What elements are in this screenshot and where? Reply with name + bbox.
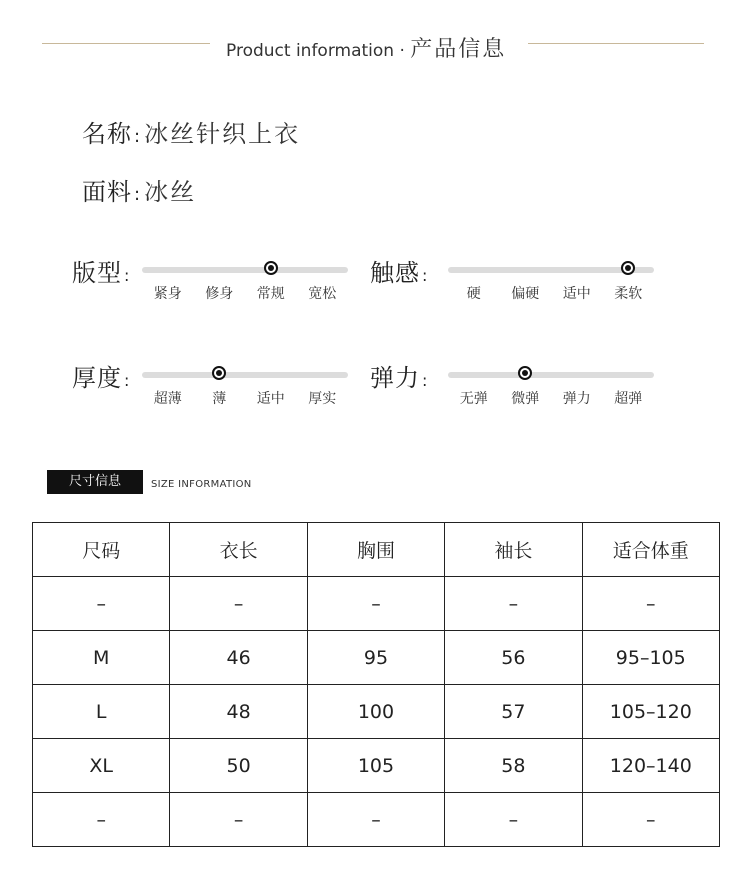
rating-option: 无弹 [459,391,488,407]
table-cell: 105–120 [582,685,719,739]
table-cell: 95–105 [582,631,719,685]
rating-touch [370,253,670,313]
table-cell: – [170,577,307,631]
rating-track [142,267,348,273]
table-row [33,739,720,793]
product-name-row [82,114,300,149]
fabric-colon: : [134,184,141,205]
table-header-cell: 胸围 [307,523,444,577]
rating-option: 适中 [562,286,591,302]
table-row [33,793,720,847]
rating-label: 触感 : [370,259,429,287]
table-cell: L [33,685,170,739]
table-header-row [33,523,720,577]
fabric-label: 面料 [82,178,132,206]
rating-option: 宽松 [308,286,337,302]
fabric-value: 冰丝 [144,178,197,206]
table-cell: XL [33,739,170,793]
product-name-value: 冰丝针织上衣 [144,120,301,148]
header-title-en: Product information [226,41,395,61]
table-cell: – [307,793,444,847]
size-section-badge: 尺寸信息 [47,470,143,494]
table-row [33,631,720,685]
rating-option: 薄 [212,391,227,407]
rating-option: 适中 [256,391,285,407]
rating-option: 微弹 [511,391,540,407]
product-name-colon: : [134,126,141,147]
size-section-subtitle: SIZE INFORMATION [151,479,252,490]
rating-option: 厚实 [308,391,337,407]
table-cell: – [582,793,719,847]
rating-option: 硬 [466,286,481,302]
table-cell: 100 [307,685,444,739]
rating-option: 修身 [205,286,234,302]
header-title-cn: 产品信息 [410,37,507,62]
table-cell: 50 [170,739,307,793]
size-table [32,522,720,847]
rating-fit [72,253,372,313]
table-cell: 48 [170,685,307,739]
table-cell: 56 [445,631,582,685]
table-cell: – [33,577,170,631]
rating-label: 版型 : [72,259,131,287]
rating-option: 偏硬 [511,286,540,302]
rating-elasticity [370,358,670,418]
header-divider-left [42,43,210,44]
table-cell: – [445,577,582,631]
table-cell: M [33,631,170,685]
product-name-label: 名称 [82,120,132,148]
table-cell: 105 [307,739,444,793]
table-cell: – [307,577,444,631]
rating-track [448,372,654,378]
table-row [33,577,720,631]
rating-knob [264,261,278,275]
rating-label: 厚度 : [72,364,131,392]
table-header-cell: 袖长 [445,523,582,577]
fabric-row [82,172,196,207]
header-divider-right [528,43,704,44]
table-row [33,685,720,739]
table-header-cell: 衣长 [170,523,307,577]
table-cell: – [33,793,170,847]
rating-thickness [72,358,372,418]
rating-option: 柔软 [614,286,643,302]
table-cell: – [445,793,582,847]
table-cell: – [582,577,719,631]
table-cell: 95 [307,631,444,685]
table-cell: 120–140 [582,739,719,793]
table-header-cell: 尺码 [33,523,170,577]
header-title [226,32,506,63]
rating-track [142,372,348,378]
rating-option: 超弹 [614,391,643,407]
rating-label: 弹力 : [370,364,429,392]
rating-option: 常规 [256,286,285,302]
rating-option: 弹力 [562,391,591,407]
header-title-dot: · [399,41,405,61]
table-cell: 46 [170,631,307,685]
rating-option: 超薄 [153,391,182,407]
table-cell: 57 [445,685,582,739]
rating-option: 紧身 [153,286,182,302]
table-cell: 58 [445,739,582,793]
product-info-header [0,28,750,60]
table-header-cell: 适合体重 [582,523,719,577]
table-cell: – [170,793,307,847]
